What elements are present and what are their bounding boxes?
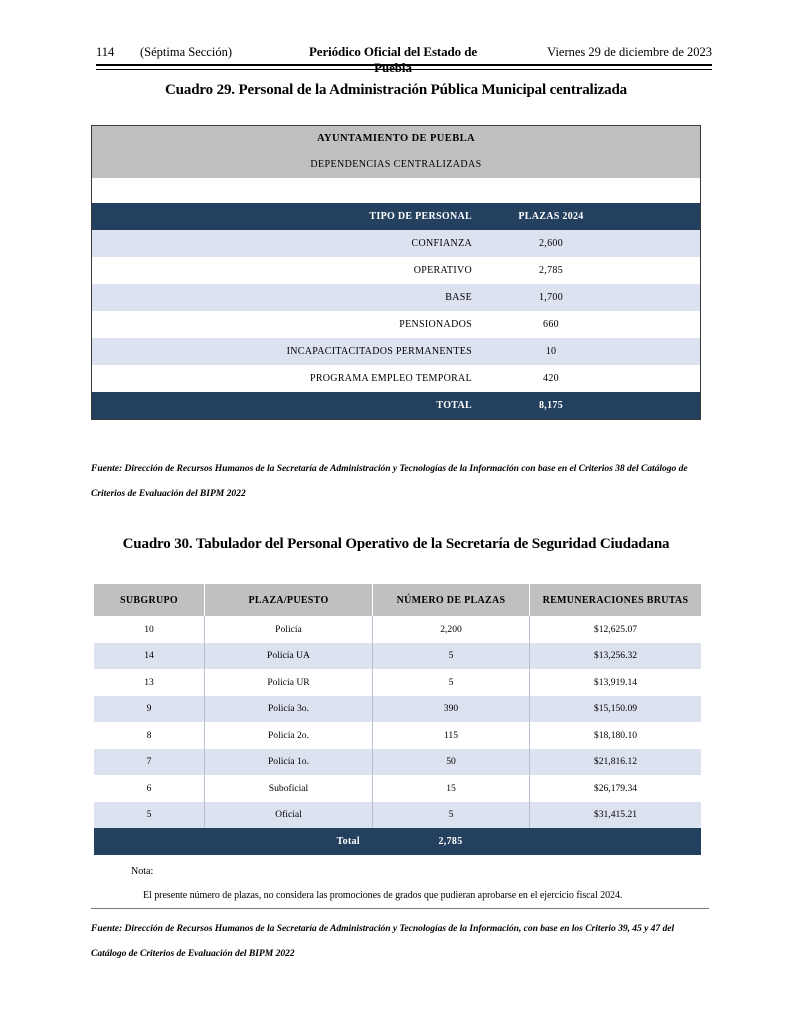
table-row [94,616,701,643]
cell-plazas: 5 [372,802,529,829]
row-value: 2,785 [539,265,563,276]
table-row [94,722,701,749]
table-30-header-subgrupo: SUBGRUPO [120,594,178,606]
table-29 [91,125,701,420]
total-label: TOTAL [436,400,472,411]
cell-plazas: 390 [372,696,529,723]
table-29-source: Fuente: Dirección de Recursos Humanos de la Secretaría de Administración y Tecnologías de la Información con base en el Criterios 38 del Catálogo de Criterios de Evaluación del BIPM 2022 [91,463,688,499]
cell-puesto: Policía 1o. [204,749,372,776]
table-29-band-entity: AYUNTAMIENTO DE PUEBLA [92,126,700,152]
total-label: Total [336,836,360,847]
cell-remuneracion: $13,256.32 [529,643,701,670]
cell-plazas: 115 [372,722,529,749]
cell-puesto: Oficial [204,802,372,829]
cell-remuneracion: $18,180.10 [529,722,701,749]
row-label: CONFIANZA [411,238,472,249]
cell-remuneracion: $21,816.12 [529,749,701,776]
total-value: 2,785 [438,836,463,847]
row-label: PENSIONADOS [399,319,472,330]
cell-remuneracion: $13,919.14 [529,669,701,696]
table-30-note-label: Nota: [131,866,154,877]
cell-subgrupo: 9 [146,703,152,715]
cell-subgrupo: 13 [144,676,154,688]
running-head [96,44,712,75]
cell-plazas: 5 [372,669,529,696]
row-value: 10 [545,346,557,357]
table-30-note-text: El presente número de plazas, no considera las promociones de grados que pudieran aprobarse en el ejercicio fiscal 2024. [143,890,623,901]
section-label: (Séptima Sección) [140,45,232,59]
table-row [92,257,700,284]
row-value: 660 [543,319,559,330]
header-rule [96,64,712,70]
table-row [92,311,700,338]
table-30-caption: Cuadro 30. Tabulador del Personal Operativo de la Secretaría de Seguridad Ciudadana [122,536,670,552]
table-29-header-plazas: PLAZAS 2024 [518,211,584,222]
cell-subgrupo: 5 [146,809,152,821]
cell-puesto: Policía UA [204,643,372,670]
cell-puesto: Suboficial [204,775,372,802]
row-value: 420 [543,373,559,384]
cell-subgrupo: 6 [146,782,152,794]
cell-puesto: Policía [204,616,372,643]
table-row [92,338,700,365]
table-row [94,669,701,696]
note-rule [91,908,709,909]
table-29-header-tipo: TIPO DE PERSONAL [369,211,472,222]
cell-remuneracion: $31,415.21 [529,802,701,829]
row-value: 1,700 [539,292,563,303]
cell-plazas: 50 [372,749,529,776]
cell-remuneracion: $12,625.07 [529,616,701,643]
cell-puesto: Policía 2o. [204,722,372,749]
row-label: OPERATIVO [413,265,472,276]
table-row [94,643,701,670]
table-30-source: Fuente: Dirección de Recursos Humanos de la Secretaría de Administración y Tecnologías de la Información, con base en los Criterio 39, 45 y 47 del Catálogo de Criterios de Evaluación del BIPM 2022 [91,923,675,959]
table-row [94,775,701,802]
cell-remuneracion: $15,150.09 [529,696,701,723]
table-30-header-plazas: NÚMERO DE PLAZAS [372,584,529,616]
table-29-header-row [92,203,700,230]
cell-subgrupo: 7 [146,756,152,768]
cell-plazas: 15 [372,775,529,802]
row-label: PROGRAMA EMPLEO TEMPORAL [309,373,472,384]
row-label: INCAPACITACITADOS PERMANENTES [286,346,472,357]
table-30 [94,584,701,855]
table-29-band-subtitle: DEPENDENCIAS CENTRALIZADAS [92,152,700,178]
publication-title: Periódico Oficial del Estado de Puebla [308,44,478,75]
table-row [94,696,701,723]
table-29-spacer-row [92,178,700,203]
cell-subgrupo: 14 [144,650,154,662]
table-30-header-row [94,584,701,616]
table-29-caption: Cuadro 29. Personal de la Administración Pública Municipal centralizada [164,82,627,98]
page-number: 114 [96,45,115,59]
row-value: 2,600 [539,238,563,249]
cell-subgrupo: 10 [144,623,154,635]
table-30-header-puesto: PLAZA/PUESTO [204,584,372,616]
cell-puesto: Policía 3o. [204,696,372,723]
table-row [94,749,701,776]
cell-plazas: 5 [372,643,529,670]
cell-puesto: Policía UR [204,669,372,696]
total-value: 8,175 [539,400,563,411]
publication-date: Viernes 29 de diciembre de 2023 [547,45,712,59]
table-30-header-remuneraciones: REMUNERACIONES BRUTAS [529,584,701,616]
table-row [92,230,700,257]
table-29-total-row [92,392,700,419]
table-row [94,802,701,829]
table-30-total-row [94,828,701,855]
cell-remuneracion: $26,179.34 [529,775,701,802]
cell-subgrupo: 8 [146,729,152,741]
row-label: BASE [445,292,472,303]
table-row [92,284,700,311]
cell-plazas: 2,200 [372,616,529,643]
table-row [92,365,700,392]
